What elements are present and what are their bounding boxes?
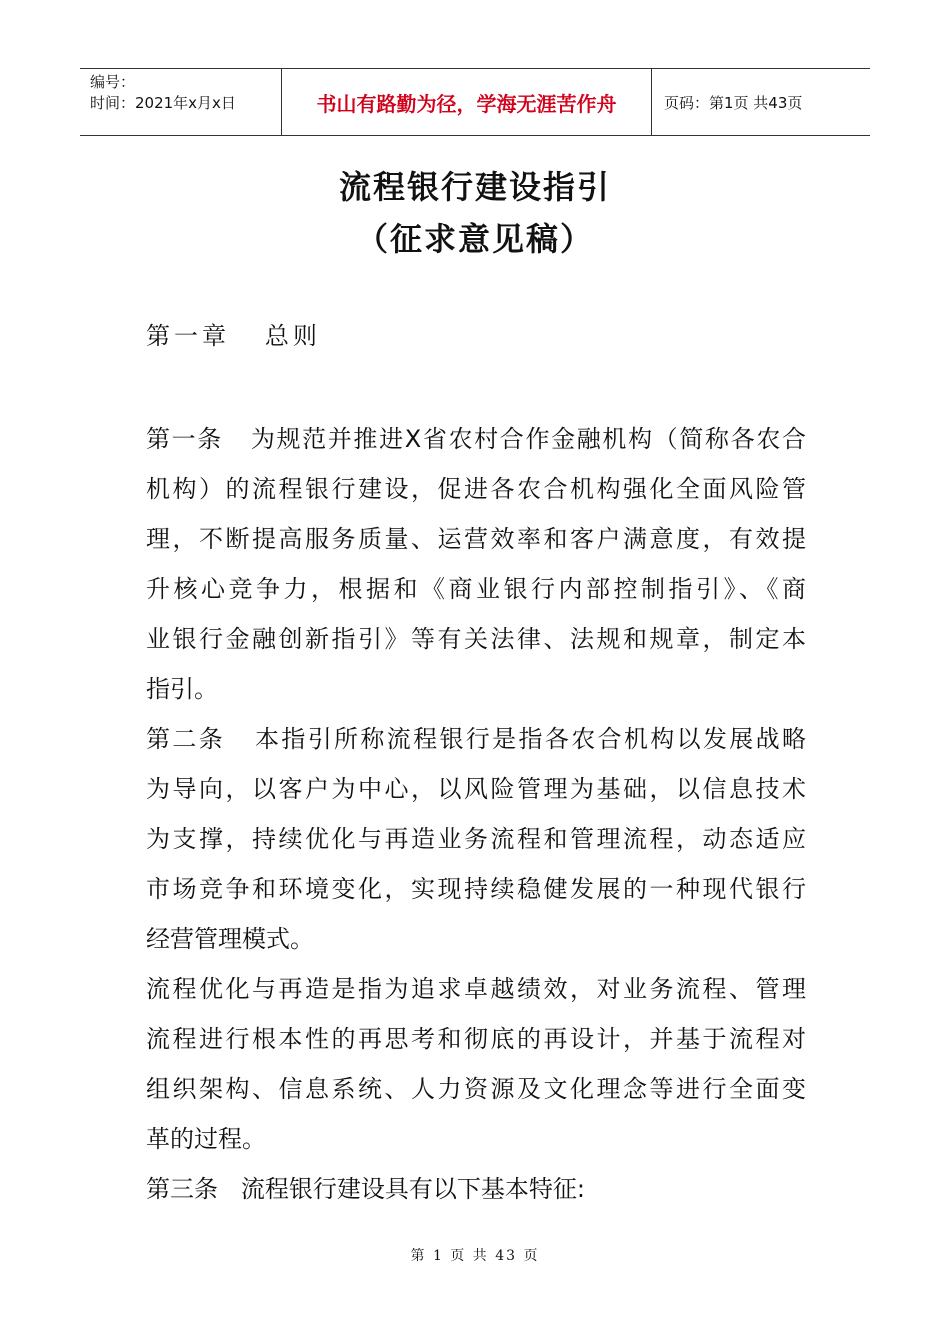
body-line: 组织架构、信息系统、人力资源及文化理念等进行全面变 [146, 1075, 806, 1103]
body-line: 为导向，以客户为中心，以风险管理为基础，以信息技术 [146, 775, 806, 803]
header-meta [80, 69, 281, 135]
body-line: 指引。 [146, 675, 218, 703]
document-subtitle: （征求意见稿） [355, 220, 594, 258]
body-line: 第三条 流程银行建设具有以下基本特征: [146, 1175, 585, 1203]
body-line: 升核心竞争力，根据和《商业银行内部控制指引》、《商 [146, 575, 806, 603]
document-body [146, 414, 806, 1214]
body-line: 市场竞争和环境变化，实现持续稳健发展的一种现代银行 [146, 875, 806, 903]
page-footer: 第 1 页 共 43 页 [410, 1248, 540, 1264]
chapter-heading: 第一章 总则 [146, 322, 321, 350]
document-title: 流程银行建设指引 [338, 168, 611, 206]
body-line: 经营管理模式。 [146, 925, 314, 953]
header-date-label: 时间：2021年x月x日 [90, 94, 236, 112]
body-line: 第二条 本指引所称流程银行是指各农合机构以发展战略 [146, 725, 806, 753]
body-line: 流程优化与再造是指为追求卓越绩效，对业务流程、管理 [146, 975, 806, 1003]
body-line: 流程进行根本性的再思考和彻底的再设计，并基于流程对 [146, 1025, 806, 1053]
header-motto: 书山有路勤为径，学海无涯苦作舟 [281, 69, 652, 135]
body-line: 第一条 为规范并推进X省农村合作金融机构（简称各农合 [146, 425, 806, 453]
body-line: 革的过程。 [146, 1125, 266, 1153]
page-header [80, 68, 870, 136]
header-page-info: 页码：第1页 共43页 [664, 93, 803, 112]
header-number-label: 编号： [90, 73, 136, 91]
body-line: 理，不断提高服务质量、运营效率和客户满意度，有效提 [146, 525, 806, 553]
body-line: 机构）的流程银行建设，促进各农合机构强化全面风险管 [146, 475, 806, 503]
body-line: 为支撑，持续优化与再造业务流程和管理流程，动态适应 [146, 825, 806, 853]
body-line: 业银行金融创新指引》等有关法律、法规和规章，制定本 [146, 625, 806, 653]
